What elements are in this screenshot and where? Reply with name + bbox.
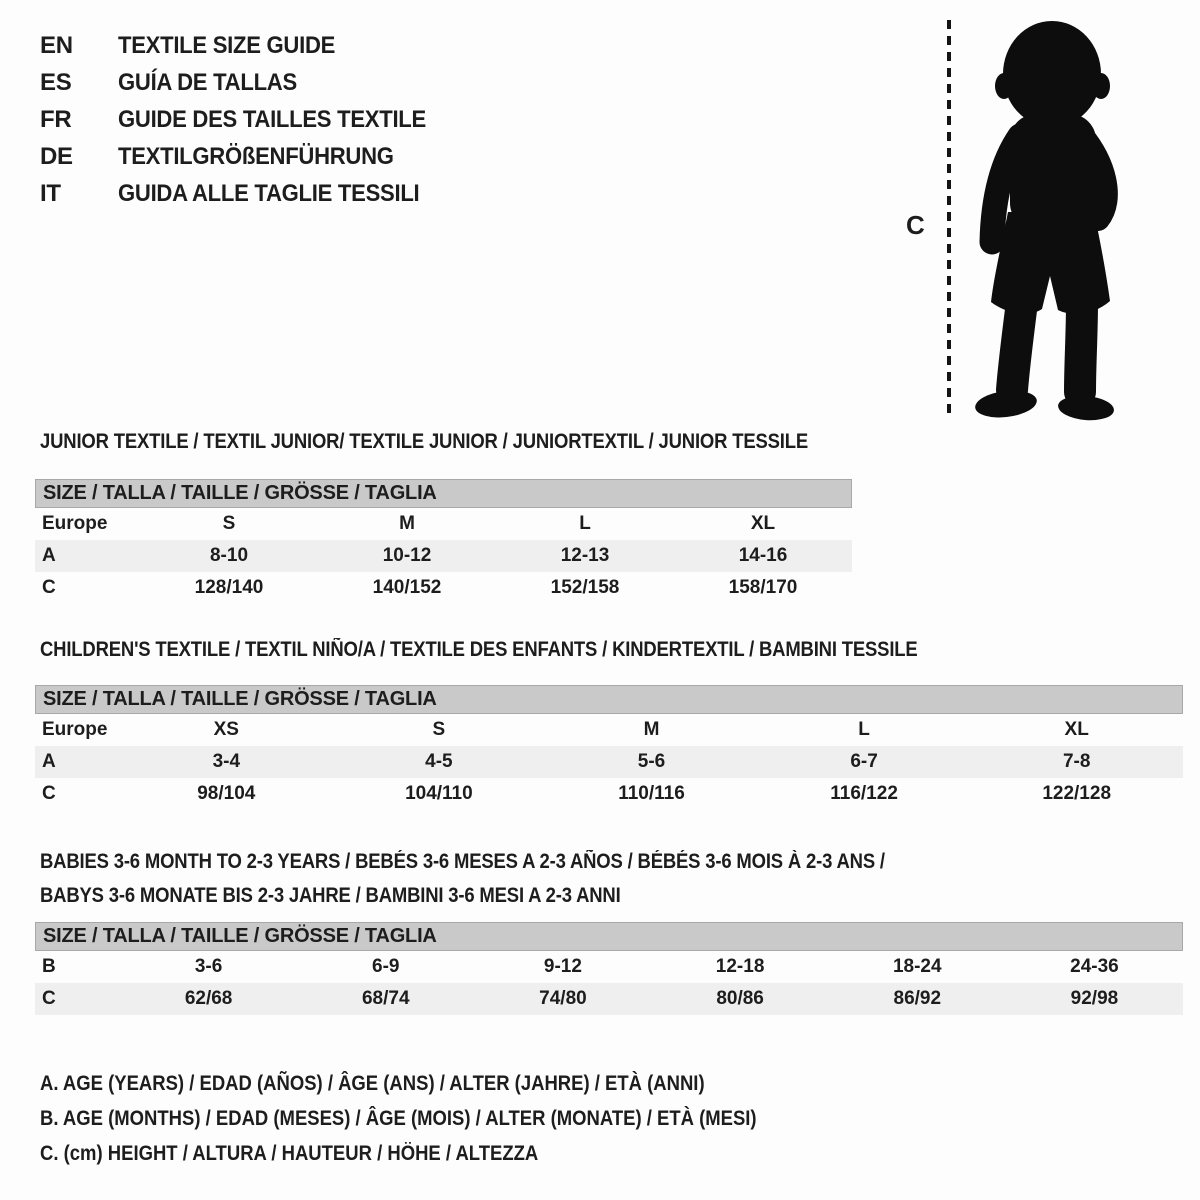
- babies-size-table: [35, 922, 1183, 1015]
- height-measure-label: C: [906, 210, 925, 240]
- table-cell: 3-4: [212, 751, 241, 772]
- table-cell: 122/128: [1042, 783, 1112, 804]
- table-cell: 62/68: [184, 988, 233, 1009]
- legend-line-a-text: A. AGE (YEARS) / EDAD (AÑOS) / ÂGE (ANS) / ALTER (JAHRE) / ETÀ (ANNI): [40, 1072, 705, 1095]
- children-section-title: [40, 638, 1037, 662]
- row-label: C: [42, 988, 56, 1009]
- junior-section-title-text: JUNIOR TEXTILE / TEXTIL JUNIOR/ TEXTILE JUNIOR / JUNIORTEXTIL / JUNIOR TESSILE: [40, 430, 809, 453]
- language-row: [40, 175, 453, 212]
- table-cell: 116/122: [830, 783, 898, 804]
- table-cell: XS: [213, 719, 239, 740]
- babies-section-title: [40, 845, 1000, 913]
- table-row: [35, 746, 1183, 778]
- language-code: EN: [40, 32, 73, 59]
- legend-line-c-text: C. (cm) HEIGHT / ALTURA / HAUTEUR / HÖHE / ALTEZZA: [40, 1142, 539, 1165]
- table-cell: 86/92: [893, 988, 942, 1009]
- table-cell: S: [432, 719, 446, 740]
- guide-title: GUIDA ALLE TAGLIE TESSILI: [118, 180, 420, 207]
- language-code: FR: [40, 106, 72, 133]
- table-cell: 80/86: [716, 988, 764, 1009]
- legend-line-b: [40, 1101, 854, 1136]
- table-cell: 9-12: [543, 956, 582, 977]
- table-row: [35, 983, 1183, 1015]
- measurement-legend: [40, 1066, 854, 1171]
- table-cell: 5-6: [637, 751, 666, 772]
- junior-section-title: [40, 430, 913, 454]
- guide-title: TEXTILGRÖßENFÜHRUNG: [118, 143, 394, 170]
- table-cell: 98/104: [197, 783, 256, 804]
- row-label: C: [42, 577, 56, 598]
- table-cell: 152/158: [550, 577, 620, 598]
- table-row: [35, 508, 852, 540]
- junior-size-table: [35, 479, 852, 604]
- table-cell: 14-16: [738, 545, 788, 566]
- table-cell: 24-36: [1070, 956, 1119, 977]
- row-label: C: [42, 783, 56, 804]
- language-row: [40, 101, 453, 138]
- table-cell: 6-7: [850, 751, 878, 772]
- table-cell: 104/110: [405, 783, 473, 804]
- row-label: Europe: [42, 719, 108, 740]
- table-cell: 4-5: [425, 751, 453, 772]
- guide-title: GUIDE DES TAILLES TEXTILE: [118, 106, 426, 133]
- size-header-bar: SIZE / TALLA / TAILLE / GRÖSSE / TAGLIA: [35, 479, 852, 508]
- guide-title: GUÍA DE TALLAS: [118, 69, 297, 96]
- size-header-bar: SIZE / TALLA / TAILLE / GRÖSSE / TAGLIA: [35, 685, 1183, 714]
- table-cell: M: [399, 513, 415, 534]
- legend-line-a: [40, 1066, 854, 1101]
- language-title-list: [40, 27, 453, 212]
- table-cell: L: [858, 719, 870, 740]
- row-label: A: [42, 751, 56, 772]
- table-row: [35, 951, 1183, 983]
- table-cell: M: [643, 719, 660, 740]
- language-code: ES: [40, 69, 72, 96]
- language-code: DE: [40, 143, 73, 170]
- children-section-title-text: CHILDREN'S TEXTILE / TEXTIL NIÑO/A / TEXTILE DES ENFANTS / KINDERTEXTIL / BAMBINI TESSILE: [40, 638, 918, 661]
- table-cell: XL: [1064, 719, 1089, 740]
- language-row: [40, 64, 453, 101]
- height-measure-line: [947, 20, 951, 418]
- table-row: [35, 540, 852, 572]
- table-cell: 10-12: [382, 545, 432, 566]
- table-row: [35, 572, 852, 604]
- children-size-table: [35, 685, 1183, 810]
- babies-title-line1: BABIES 3-6 MONTH TO 2-3 YEARS / BEBÉS 3-6 MESES A 2-3 AÑOS / BÉBÉS 3-6 MOIS À 2-3 ANS /: [40, 850, 885, 873]
- table-row: [35, 714, 1183, 746]
- language-row: [40, 138, 453, 175]
- legend-line-b-text: B. AGE (MONTHS) / EDAD (MESES) / ÂGE (MOIS) / ALTER (MONATE) / ETÀ (MESI): [40, 1107, 757, 1130]
- table-cell: 140/152: [372, 577, 442, 598]
- row-label: A: [42, 545, 56, 566]
- table-cell: S: [222, 513, 236, 534]
- table-cell: 74/80: [539, 988, 587, 1009]
- table-cell: 12-13: [560, 545, 610, 566]
- table-cell: 3-6: [194, 956, 223, 977]
- table-cell: 12-18: [715, 956, 765, 977]
- table-cell: 6-9: [372, 956, 400, 977]
- legend-line-c: [40, 1136, 854, 1171]
- table-cell: 158/170: [728, 577, 798, 598]
- table-cell: XL: [750, 513, 776, 534]
- row-label: B: [42, 956, 56, 977]
- toddler-silhouette-icon: [962, 14, 1138, 422]
- table-cell: 8-10: [209, 545, 249, 566]
- language-code: IT: [40, 180, 61, 207]
- row-label: Europe: [42, 513, 108, 534]
- table-row: [35, 778, 1183, 810]
- table-cell: L: [579, 513, 591, 534]
- table-cell: 68/74: [361, 988, 410, 1009]
- table-cell: 18-24: [892, 956, 942, 977]
- size-header-bar: SIZE / TALLA / TAILLE / GRÖSSE / TAGLIA: [35, 922, 1183, 951]
- babies-title-line2: BABYS 3-6 MONATE BIS 2-3 JAHRE / BAMBINI 3-6 MESI A 2-3 ANNI: [40, 884, 621, 907]
- table-cell: 7-8: [1062, 751, 1091, 772]
- table-cell: 92/98: [1070, 988, 1119, 1009]
- table-cell: 128/140: [194, 577, 264, 598]
- language-row: [40, 27, 453, 64]
- guide-title: TEXTILE SIZE GUIDE: [118, 32, 336, 59]
- table-cell: 110/116: [618, 783, 685, 804]
